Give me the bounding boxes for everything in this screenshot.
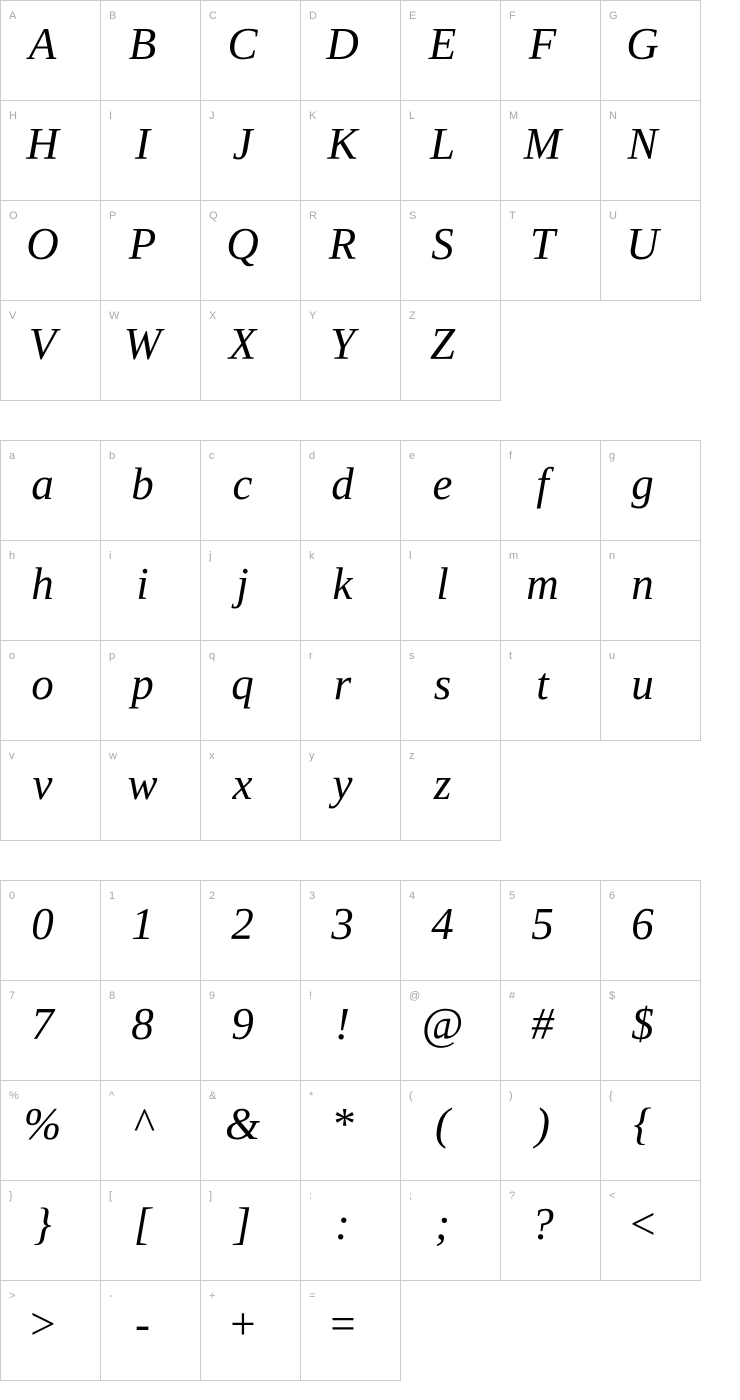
glyph-row: [1, 981, 701, 1081]
glyph-preview: N: [627, 119, 658, 169]
glyph-label: ^: [109, 1090, 115, 1102]
glyph-label: B: [109, 10, 117, 22]
glyph-preview: 9: [231, 999, 254, 1049]
glyph-label: o: [9, 650, 16, 662]
glyph-label: P: [109, 210, 117, 222]
glyph-label: -: [109, 1290, 113, 1302]
glyph-cell: [601, 981, 701, 1081]
glyph-preview: U: [626, 219, 659, 269]
glyph-preview: K: [327, 119, 358, 169]
glyph-preview: D: [326, 19, 359, 69]
glyph-label: ]: [209, 1190, 213, 1202]
glyph-label: 8: [109, 990, 116, 1002]
glyph-label: *: [309, 1090, 314, 1102]
glyph-preview: ]: [233, 1199, 252, 1249]
glyph-label: V: [9, 310, 17, 322]
glyph-label: {: [609, 1090, 613, 1102]
glyph-cell: [501, 981, 601, 1081]
glyph-preview: v: [32, 759, 53, 809]
glyph-preview: r: [333, 659, 352, 709]
glyph-label: E: [409, 10, 417, 22]
glyph-cell: [601, 101, 701, 201]
glyph-label: 2: [209, 890, 216, 902]
glyph-label: e: [409, 450, 416, 462]
glyph-row: [1, 1, 701, 101]
glyph-cell: [1, 101, 101, 201]
glyph-cell: [1, 1181, 101, 1281]
glyph-label: U: [609, 210, 617, 222]
glyph-cell: [401, 201, 501, 301]
glyph-label: R: [309, 210, 317, 222]
glyph-cell: [101, 1081, 201, 1181]
glyph-preview: y: [332, 759, 353, 809]
glyph-label: 9: [209, 990, 216, 1002]
glyph-label: i: [109, 550, 112, 562]
glyph-cell: [501, 541, 601, 641]
glyph-label: Y: [309, 310, 317, 322]
glyph-preview: I: [135, 119, 150, 169]
glyph-label: w: [109, 750, 117, 762]
glyph-cell: [401, 641, 501, 741]
glyph-label: I: [109, 110, 113, 122]
glyph-label: G: [609, 10, 618, 22]
glyph-preview: =: [327, 1299, 358, 1349]
glyph-cell: [601, 641, 701, 741]
glyph-cell: [401, 1081, 501, 1181]
glyph-preview: t: [536, 659, 549, 709]
glyph-label: ): [509, 1090, 513, 1102]
glyph-preview: X: [228, 319, 257, 369]
glyph-preview: d: [331, 459, 354, 509]
glyph-preview: ): [535, 1099, 550, 1149]
glyph-preview: }: [33, 1199, 52, 1249]
glyph-label: X: [209, 310, 217, 322]
glyph-preview: n: [631, 559, 654, 609]
glyph-label: J: [209, 110, 215, 122]
glyph-cell: [201, 1081, 301, 1181]
glyph-label: :: [309, 1190, 313, 1202]
glyph-cell: [201, 301, 301, 401]
glyph-cell: [301, 301, 401, 401]
glyph-label: L: [409, 110, 416, 122]
glyph-cell: [501, 101, 601, 201]
glyph-cell: [401, 441, 501, 541]
glyph-preview: V: [28, 319, 57, 369]
glyph-label: 4: [409, 890, 416, 902]
glyph-cell: [301, 1181, 401, 1281]
glyph-preview: 4: [431, 899, 454, 949]
glyph-preview: a: [31, 459, 54, 509]
glyph-label: t: [509, 650, 513, 662]
glyph-preview: <: [627, 1199, 658, 1249]
glyph-preview: x: [232, 759, 253, 809]
glyph-preview: &: [224, 1099, 260, 1149]
glyph-row: [1, 881, 701, 981]
glyph-cell: [101, 741, 201, 841]
glyph-cell: [1, 301, 101, 401]
glyph-label: !: [309, 990, 313, 1002]
glyph-cell: [101, 301, 201, 401]
glyph-preview: j: [236, 559, 249, 609]
glyph-preview: o: [31, 659, 54, 709]
glyph-preview: u: [631, 659, 654, 709]
glyph-row: [1, 1281, 701, 1381]
glyph-label: F: [509, 10, 516, 22]
glyph-preview: G: [626, 19, 659, 69]
glyph-cell: [101, 1, 201, 101]
glyph-label: @: [409, 990, 421, 1002]
glyph-preview: (: [435, 1099, 450, 1149]
glyph-cell: [501, 1, 601, 101]
glyph-label: 0: [9, 890, 16, 902]
glyph-preview: E: [428, 19, 457, 69]
glyph-label: &: [209, 1090, 217, 1102]
glyph-preview: 7: [31, 999, 54, 1049]
glyph-cell: [301, 641, 401, 741]
glyph-cell: [201, 1181, 301, 1281]
glyph-cell: [301, 441, 401, 541]
glyph-label: q: [209, 650, 216, 662]
glyph-cell: [401, 741, 501, 841]
glyph-label: h: [9, 550, 16, 562]
glyph-cell: [401, 541, 501, 641]
glyph-label: 5: [509, 890, 516, 902]
glyph-cell: [401, 101, 501, 201]
glyph-preview: %: [23, 1099, 62, 1149]
glyph-row: [1, 641, 701, 741]
glyph-row: [1, 201, 701, 301]
glyph-preview: k: [332, 559, 353, 609]
glyph-preview: +: [227, 1299, 258, 1349]
glyph-label: K: [309, 110, 317, 122]
glyph-cell: [501, 1081, 601, 1181]
glyph-cell: [101, 101, 201, 201]
glyph-preview: @: [421, 999, 464, 1049]
glyph-label: 7: [9, 990, 16, 1002]
glyph-preview: 2: [231, 899, 254, 949]
glyph-preview: ^: [133, 1099, 152, 1149]
glyph-cell: [601, 541, 701, 641]
glyph-preview: M: [523, 119, 562, 169]
glyph-cell: [101, 881, 201, 981]
uppercase-grid: [0, 0, 701, 401]
glyph-preview: b: [131, 459, 154, 509]
glyph-preview: {: [633, 1099, 652, 1149]
glyph-preview: $: [631, 999, 654, 1049]
glyph-cell: [201, 641, 301, 741]
glyph-label: Z: [409, 310, 416, 322]
glyph-label: }: [9, 1190, 13, 1202]
glyph-row: [1, 101, 701, 201]
glyph-label: 6: [609, 890, 616, 902]
glyph-cell: [501, 881, 601, 981]
glyph-label: n: [609, 550, 616, 562]
glyph-cell: [401, 981, 501, 1081]
glyph-label: #: [509, 990, 516, 1002]
glyph-label: D: [309, 10, 317, 22]
glyph-preview: :: [335, 1199, 350, 1249]
glyph-cell: [1, 1081, 101, 1181]
glyph-cell: [201, 1281, 301, 1381]
glyph-row: [1, 441, 701, 541]
glyph-preview: f: [536, 459, 549, 509]
glyph-cell: [201, 741, 301, 841]
glyph-label: p: [109, 650, 116, 662]
glyph-cell: [1, 741, 101, 841]
glyph-label: <: [609, 1190, 616, 1202]
glyph-cell: [1, 541, 101, 641]
glyph-label: b: [109, 450, 116, 462]
numbers-symbols-grid: [0, 880, 701, 1381]
glyph-cell: [601, 1, 701, 101]
glyph-label: >: [9, 1290, 16, 1302]
glyph-label: y: [309, 750, 315, 762]
glyph-label: j: [209, 550, 212, 562]
glyph-preview: >: [27, 1299, 58, 1349]
glyph-cell: [601, 1081, 701, 1181]
glyph-cell: [301, 101, 401, 201]
glyph-label: d: [309, 450, 316, 462]
glyph-preview: 5: [531, 899, 554, 949]
glyph-label: S: [409, 210, 417, 222]
glyph-cell: [201, 1, 301, 101]
glyph-label: k: [309, 550, 315, 562]
glyph-cell: [301, 1, 401, 101]
glyph-label: T: [509, 210, 516, 222]
glyph-cell: [501, 201, 601, 301]
glyph-cell: [401, 1181, 501, 1281]
glyph-cell: [1, 881, 101, 981]
glyph-label: ;: [409, 1190, 413, 1202]
glyph-preview: h: [31, 559, 54, 609]
glyph-preview: W: [123, 319, 162, 369]
glyph-row: [1, 541, 701, 641]
glyph-label: ?: [509, 1190, 516, 1202]
glyph-preview: g: [631, 459, 654, 509]
glyph-label: m: [509, 550, 519, 562]
glyph-preview: ;: [435, 1199, 450, 1249]
lowercase-grid: [0, 440, 701, 841]
glyph-preview: s: [433, 659, 452, 709]
glyph-cell: [1, 1, 101, 101]
glyph-preview: w: [127, 759, 158, 809]
glyph-preview: z: [433, 759, 452, 809]
glyph-preview: S: [431, 219, 454, 269]
glyph-preview: B: [128, 19, 157, 69]
glyph-cell: [501, 441, 601, 541]
glyph-cell: [101, 441, 201, 541]
glyph-preview: C: [227, 19, 258, 69]
glyph-preview: ?: [531, 1199, 554, 1249]
glyph-cell: [301, 201, 401, 301]
glyph-cell: [601, 881, 701, 981]
glyph-cell: [101, 981, 201, 1081]
glyph-cell: [301, 741, 401, 841]
glyph-cell: [201, 981, 301, 1081]
glyph-cell: [501, 641, 601, 741]
glyph-label: C: [209, 10, 217, 22]
glyph-cell: [101, 541, 201, 641]
glyph-cell: [101, 1181, 201, 1281]
glyph-label: M: [509, 110, 519, 122]
glyph-cell: [201, 441, 301, 541]
glyph-label: f: [509, 450, 513, 462]
glyph-cell: [401, 1, 501, 101]
glyph-label: %: [9, 1090, 19, 1102]
glyph-row: [1, 1081, 701, 1181]
glyph-preview: J: [232, 119, 253, 169]
glyph-cell: [301, 1081, 401, 1181]
glyph-label: a: [9, 450, 16, 462]
glyph-label: z: [409, 750, 415, 762]
glyph-label: $: [609, 990, 616, 1002]
glyph-cell: [301, 541, 401, 641]
glyph-label: x: [209, 750, 215, 762]
glyph-label: c: [209, 450, 215, 462]
glyph-preview: p: [131, 659, 154, 709]
glyph-label: u: [609, 650, 616, 662]
glyph-preview: q: [231, 659, 254, 709]
glyph-label: O: [9, 210, 18, 222]
glyph-preview: P: [128, 219, 157, 269]
glyph-cell: [201, 201, 301, 301]
glyph-cell: [101, 1281, 201, 1381]
glyph-label: +: [209, 1290, 216, 1302]
glyph-label: v: [9, 750, 15, 762]
glyph-preview: !: [335, 999, 350, 1049]
glyph-preview: 8: [131, 999, 154, 1049]
glyph-preview: H: [26, 119, 59, 169]
glyph-preview: -: [135, 1299, 150, 1349]
glyph-cell: [101, 641, 201, 741]
glyph-label: l: [409, 550, 412, 562]
glyph-cell: [501, 1181, 601, 1281]
glyph-label: (: [409, 1090, 413, 1102]
glyph-label: Q: [209, 210, 218, 222]
glyph-preview: l: [436, 559, 449, 609]
glyph-preview: F: [528, 19, 557, 69]
glyph-label: N: [609, 110, 617, 122]
glyph-cell: [301, 1281, 401, 1381]
glyph-row: [1, 741, 701, 841]
glyph-preview: 1: [131, 899, 154, 949]
glyph-preview: Z: [429, 319, 456, 369]
glyph-cell: [301, 981, 401, 1081]
glyph-preview: 3: [331, 899, 354, 949]
glyph-cell: [1, 201, 101, 301]
glyph-label: g: [609, 450, 616, 462]
glyph-preview: m: [526, 559, 559, 609]
glyph-preview: A: [28, 19, 57, 69]
glyph-preview: #: [531, 999, 554, 1049]
glyph-label: A: [9, 10, 17, 22]
glyph-cell: [601, 441, 701, 541]
glyph-cell: [201, 101, 301, 201]
glyph-cell: [601, 1181, 701, 1281]
glyph-preview: c: [232, 459, 253, 509]
glyph-label: =: [309, 1290, 316, 1302]
glyph-label: H: [9, 110, 17, 122]
glyph-label: [: [109, 1190, 113, 1202]
glyph-label: W: [109, 310, 120, 322]
glyph-preview: i: [136, 559, 149, 609]
glyph-preview: O: [26, 219, 59, 269]
glyph-preview: T: [529, 219, 556, 269]
glyph-preview: *: [331, 1099, 354, 1149]
glyph-cell: [601, 201, 701, 301]
glyph-cell: [1, 641, 101, 741]
glyph-preview: L: [429, 119, 456, 169]
glyph-cell: [1, 441, 101, 541]
glyph-preview: Q: [226, 219, 259, 269]
glyph-cell: [101, 201, 201, 301]
glyph-preview: R: [328, 219, 357, 269]
glyph-preview: 0: [31, 899, 54, 949]
glyph-preview: 6: [631, 899, 654, 949]
glyph-preview: e: [432, 459, 453, 509]
glyph-row: [1, 301, 701, 401]
glyph-label: r: [309, 650, 313, 662]
glyph-cell: [1, 981, 101, 1081]
glyph-cell: [201, 881, 301, 981]
glyph-cell: [201, 541, 301, 641]
glyph-label: 1: [109, 890, 116, 902]
glyph-preview: Y: [329, 319, 356, 369]
glyph-cell: [301, 881, 401, 981]
glyph-preview: [: [133, 1199, 152, 1249]
glyph-cell: [401, 301, 501, 401]
glyph-cell: [401, 881, 501, 981]
glyph-cell: [1, 1281, 101, 1381]
glyph-label: 3: [309, 890, 316, 902]
glyph-row: [1, 1181, 701, 1281]
glyph-label: s: [409, 650, 415, 662]
